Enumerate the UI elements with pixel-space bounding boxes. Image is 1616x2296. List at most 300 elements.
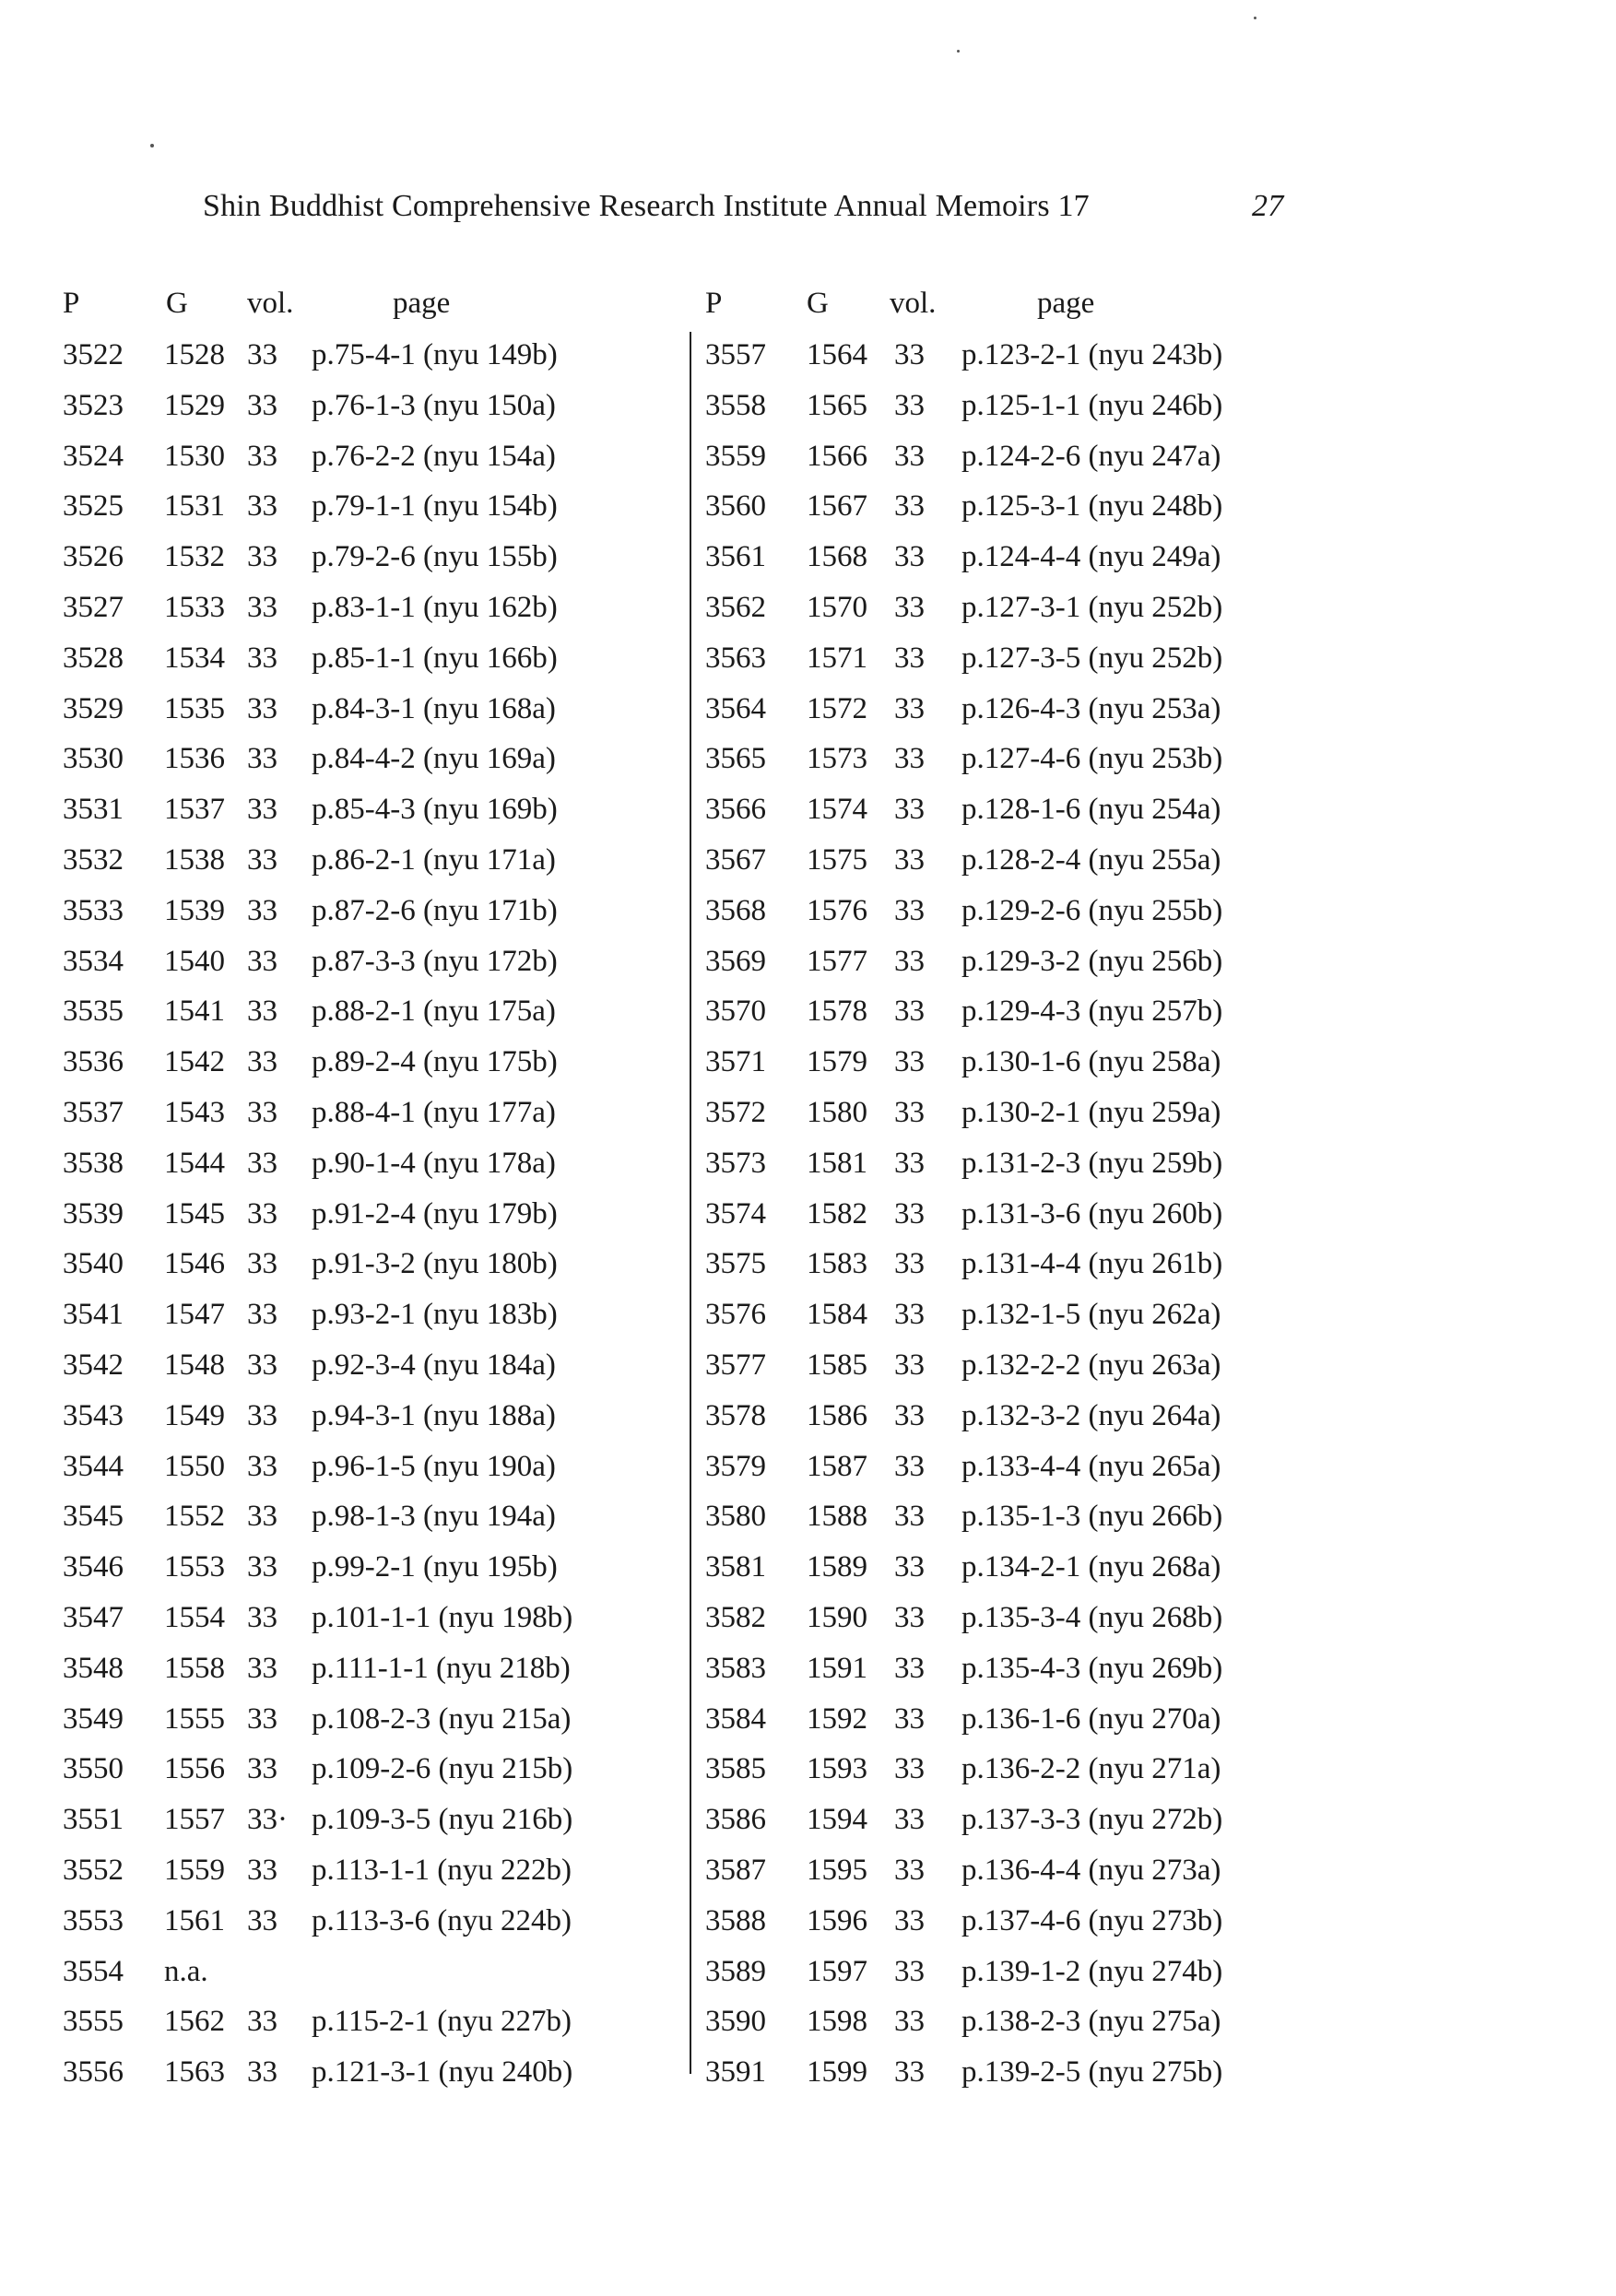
row-vol: 33 xyxy=(247,489,277,524)
row-page: p.99-2-1 (nyu 195b) xyxy=(312,1550,558,1584)
row-vol: 33 xyxy=(894,1701,925,1736)
row-g: n.a. xyxy=(164,1954,208,1988)
table-row xyxy=(705,1088,1314,1138)
table-row xyxy=(63,1795,653,1845)
left-column-table xyxy=(63,277,653,2098)
right-rows xyxy=(705,330,1314,2098)
row-p: 3544 xyxy=(63,1449,124,1483)
row-p: 3543 xyxy=(63,1398,124,1432)
header-p: P xyxy=(705,287,723,320)
row-vol: 33 xyxy=(894,590,925,624)
row-g: 1599 xyxy=(807,2055,867,2090)
row-page: p.101-1-1 (nyu 198b) xyxy=(312,1600,573,1634)
table-row xyxy=(705,1037,1314,1088)
row-p: 3526 xyxy=(63,540,124,574)
row-vol: 33· xyxy=(247,1803,288,1837)
row-p: 3576 xyxy=(705,1298,766,1332)
row-g: 1529 xyxy=(164,388,225,422)
header-p: P xyxy=(63,287,80,320)
table-row xyxy=(63,1694,653,1745)
row-g: 1567 xyxy=(807,489,867,524)
row-g: 1563 xyxy=(164,2055,225,2090)
table-row xyxy=(705,1947,1314,1997)
row-page: p.113-3-6 (nyu 224b) xyxy=(312,1903,572,1937)
row-g: 1591 xyxy=(807,1651,867,1685)
table-row xyxy=(63,431,653,482)
table-row xyxy=(63,1744,653,1795)
row-p: 3550 xyxy=(63,1752,124,1786)
right-column-table xyxy=(705,277,1314,2098)
row-vol: 33 xyxy=(247,388,277,422)
header-page: page xyxy=(393,287,451,320)
row-g: 1586 xyxy=(807,1398,867,1432)
table-row xyxy=(705,431,1314,482)
table-row xyxy=(63,532,653,583)
row-vol: 33 xyxy=(894,641,925,675)
table-row xyxy=(705,1239,1314,1289)
table-row xyxy=(705,583,1314,633)
row-g: 1570 xyxy=(807,590,867,624)
table-row xyxy=(63,936,653,987)
row-g: 1575 xyxy=(807,842,867,877)
row-page: p.131-3-6 (nyu 260b) xyxy=(961,1196,1223,1230)
row-page: p.86-2-1 (nyu 171a) xyxy=(312,842,556,877)
table-row xyxy=(705,1138,1314,1189)
table-row xyxy=(705,1442,1314,1492)
row-g: 1546 xyxy=(164,1247,225,1281)
row-vol: 33 xyxy=(247,1651,277,1685)
row-g: 1598 xyxy=(807,2005,867,2039)
row-vol: 33 xyxy=(894,893,925,927)
row-g: 1589 xyxy=(807,1550,867,1584)
row-g: 1587 xyxy=(807,1449,867,1483)
row-vol: 33 xyxy=(247,641,277,675)
table-row xyxy=(63,1947,653,1997)
row-p: 3524 xyxy=(63,439,124,473)
table-row xyxy=(705,1845,1314,1896)
row-p: 3556 xyxy=(63,2055,124,2090)
row-p: 3565 xyxy=(705,742,766,776)
row-p: 3586 xyxy=(705,1803,766,1837)
row-p: 3570 xyxy=(705,995,766,1029)
row-page: p.91-2-4 (nyu 179b) xyxy=(312,1196,558,1230)
row-page: p.84-4-2 (nyu 169a) xyxy=(312,742,556,776)
row-p: 3589 xyxy=(705,1954,766,1988)
row-g: 1588 xyxy=(807,1500,867,1534)
row-g: 1592 xyxy=(807,1701,867,1736)
row-g: 1541 xyxy=(164,995,225,1029)
table-row xyxy=(63,633,653,684)
row-page: p.85-1-1 (nyu 166b) xyxy=(312,641,558,675)
row-p: 3557 xyxy=(705,338,766,371)
row-vol: 33 xyxy=(247,1095,277,1129)
row-p: 3578 xyxy=(705,1398,766,1432)
row-page: p.75-4-1 (nyu 149b) xyxy=(312,338,558,371)
row-page: p.88-2-1 (nyu 175a) xyxy=(312,995,556,1029)
row-p: 3560 xyxy=(705,489,766,524)
row-p: 3577 xyxy=(705,1348,766,1382)
row-vol: 33 xyxy=(894,1903,925,1937)
row-page: p.109-2-6 (nyu 215b) xyxy=(312,1752,573,1786)
row-vol: 33 xyxy=(247,1600,277,1634)
page-number: 27 xyxy=(1252,189,1284,223)
table-row xyxy=(705,1189,1314,1240)
row-page: p.96-1-5 (nyu 190a) xyxy=(312,1449,556,1483)
row-p: 3552 xyxy=(63,1853,124,1887)
row-vol: 33 xyxy=(247,439,277,473)
row-g: 1556 xyxy=(164,1752,225,1786)
row-vol: 33 xyxy=(894,1651,925,1685)
table-row xyxy=(63,381,653,431)
row-page: p.137-4-6 (nyu 273b) xyxy=(961,1903,1223,1937)
row-vol: 33 xyxy=(247,590,277,624)
row-vol: 33 xyxy=(247,1752,277,1786)
table-row xyxy=(705,1795,1314,1845)
table-row xyxy=(705,1491,1314,1542)
row-g: 1528 xyxy=(164,338,225,371)
row-p: 3539 xyxy=(63,1196,124,1230)
row-vol: 33 xyxy=(894,1500,925,1534)
table-row xyxy=(63,886,653,936)
row-p: 3584 xyxy=(705,1701,766,1736)
row-page: p.87-2-6 (nyu 171b) xyxy=(312,893,558,927)
row-p: 3563 xyxy=(705,641,766,675)
table-row xyxy=(63,1896,653,1947)
row-p: 3591 xyxy=(705,2055,766,2090)
row-g: 1536 xyxy=(164,742,225,776)
row-page: p.98-1-3 (nyu 194a) xyxy=(312,1500,556,1534)
row-p: 3530 xyxy=(63,742,124,776)
table-row xyxy=(705,481,1314,532)
row-vol: 33 xyxy=(247,540,277,574)
row-vol: 33 xyxy=(247,1247,277,1281)
row-vol: 33 xyxy=(894,1954,925,1988)
row-g: 1574 xyxy=(807,793,867,827)
row-p: 3571 xyxy=(705,1045,766,1079)
row-page: p.136-2-2 (nyu 271a) xyxy=(961,1752,1221,1786)
row-page: p.127-3-5 (nyu 252b) xyxy=(961,641,1223,675)
row-vol: 33 xyxy=(894,2005,925,2039)
row-vol: 33 xyxy=(247,1398,277,1432)
row-g: 1578 xyxy=(807,995,867,1029)
row-p: 3585 xyxy=(705,1752,766,1786)
row-vol: 33 xyxy=(247,1298,277,1332)
row-page: p.92-3-4 (nyu 184a) xyxy=(312,1348,556,1382)
row-g: 1580 xyxy=(807,1095,867,1129)
row-page: p.126-4-3 (nyu 253a) xyxy=(961,691,1221,725)
table-row xyxy=(63,1138,653,1189)
row-vol: 33 xyxy=(247,1045,277,1079)
row-p: 3579 xyxy=(705,1449,766,1483)
row-page: p.79-2-6 (nyu 155b) xyxy=(312,540,558,574)
row-g: 1572 xyxy=(807,691,867,725)
row-g: 1579 xyxy=(807,1045,867,1079)
row-vol: 33 xyxy=(894,1196,925,1230)
row-vol: 33 xyxy=(894,1348,925,1382)
row-vol: 33 xyxy=(247,1500,277,1534)
table-row xyxy=(705,1593,1314,1643)
row-p: 3588 xyxy=(705,1903,766,1937)
row-vol: 33 xyxy=(894,2055,925,2090)
row-page: p.133-4-4 (nyu 265a) xyxy=(961,1449,1221,1483)
row-page: p.132-1-5 (nyu 262a) xyxy=(961,1298,1221,1332)
row-vol: 33 xyxy=(894,842,925,877)
row-g: 1533 xyxy=(164,590,225,624)
table-row xyxy=(705,532,1314,583)
row-g: 1548 xyxy=(164,1348,225,1382)
row-page: p.130-1-6 (nyu 258a) xyxy=(961,1045,1221,1079)
header-vol: vol. xyxy=(247,287,294,320)
row-page: p.138-2-3 (nyu 275a) xyxy=(961,2005,1221,2039)
row-g: 1596 xyxy=(807,1903,867,1937)
table-row xyxy=(63,1239,653,1289)
row-g: 1571 xyxy=(807,641,867,675)
table-row xyxy=(63,986,653,1037)
table-row xyxy=(63,684,653,735)
row-page: p.131-4-4 (nyu 261b) xyxy=(961,1247,1223,1281)
table-row xyxy=(63,1391,653,1442)
row-vol: 33 xyxy=(894,1803,925,1837)
row-p: 3547 xyxy=(63,1600,124,1634)
row-page: p.93-2-1 (nyu 183b) xyxy=(312,1298,558,1332)
row-g: 1555 xyxy=(164,1701,225,1736)
row-vol: 33 xyxy=(894,1449,925,1483)
row-vol: 33 xyxy=(247,1449,277,1483)
row-p: 3533 xyxy=(63,893,124,927)
row-vol: 33 xyxy=(894,691,925,725)
header-page: page xyxy=(1037,287,1095,320)
table-row xyxy=(63,784,653,835)
row-p: 3534 xyxy=(63,944,124,978)
row-g: 1537 xyxy=(164,793,225,827)
row-g: 1566 xyxy=(807,439,867,473)
row-p: 3529 xyxy=(63,691,124,725)
row-g: 1581 xyxy=(807,1146,867,1180)
row-page: p.76-1-3 (nyu 150a) xyxy=(312,388,556,422)
row-vol: 33 xyxy=(894,742,925,776)
table-row xyxy=(63,330,653,381)
table-row xyxy=(63,2047,653,2098)
scan-speck xyxy=(150,144,154,147)
row-page: p.79-1-1 (nyu 154b) xyxy=(312,489,558,524)
row-vol: 33 xyxy=(247,338,277,371)
table-row xyxy=(705,330,1314,381)
row-p: 3572 xyxy=(705,1095,766,1129)
table-row xyxy=(705,784,1314,835)
table-row xyxy=(705,734,1314,784)
row-page: p.129-2-6 (nyu 255b) xyxy=(961,893,1223,927)
row-p: 3573 xyxy=(705,1146,766,1180)
row-page: p.85-4-3 (nyu 169b) xyxy=(312,793,558,827)
row-g: 1559 xyxy=(164,1853,225,1887)
row-vol: 33 xyxy=(894,338,925,371)
row-vol: 33 xyxy=(894,388,925,422)
row-page: p.128-1-6 (nyu 254a) xyxy=(961,793,1221,827)
row-g: 1539 xyxy=(164,893,225,927)
row-vol: 33 xyxy=(894,793,925,827)
row-g: 1557 xyxy=(164,1803,225,1837)
row-page: p.115-2-1 (nyu 227b) xyxy=(312,2005,572,2039)
row-page: p.132-2-2 (nyu 263a) xyxy=(961,1348,1221,1382)
row-g: 1545 xyxy=(164,1196,225,1230)
row-p: 3551 xyxy=(63,1803,124,1837)
row-vol: 33 xyxy=(894,1398,925,1432)
row-g: 1564 xyxy=(807,338,867,371)
row-page: p.90-1-4 (nyu 178a) xyxy=(312,1146,556,1180)
row-g: 1543 xyxy=(164,1095,225,1129)
row-g: 1538 xyxy=(164,842,225,877)
row-g: 1565 xyxy=(807,388,867,422)
row-p: 3555 xyxy=(63,2005,124,2039)
row-vol: 33 xyxy=(247,1701,277,1736)
row-p: 3582 xyxy=(705,1600,766,1634)
table-row xyxy=(63,583,653,633)
row-g: 1552 xyxy=(164,1500,225,1534)
row-vol: 33 xyxy=(894,1247,925,1281)
row-page: p.137-3-3 (nyu 272b) xyxy=(961,1803,1223,1837)
row-page: p.139-1-2 (nyu 274b) xyxy=(961,1954,1223,1988)
row-p: 3559 xyxy=(705,439,766,473)
table-row xyxy=(705,1542,1314,1593)
table-row xyxy=(705,1289,1314,1340)
row-page: p.132-3-2 (nyu 264a) xyxy=(961,1398,1221,1432)
row-p: 3537 xyxy=(63,1095,124,1129)
row-page: p.91-3-2 (nyu 180b) xyxy=(312,1247,558,1281)
row-page: p.83-1-1 (nyu 162b) xyxy=(312,590,558,624)
table-row xyxy=(705,936,1314,987)
row-vol: 33 xyxy=(247,1196,277,1230)
header-g: G xyxy=(166,287,188,320)
table-row xyxy=(705,1744,1314,1795)
row-p: 3536 xyxy=(63,1045,124,1079)
row-page: p.124-4-4 (nyu 249a) xyxy=(961,540,1221,574)
row-p: 3538 xyxy=(63,1146,124,1180)
row-g: 1532 xyxy=(164,540,225,574)
row-page: p.125-1-1 (nyu 246b) xyxy=(961,388,1223,422)
row-page: p.136-1-6 (nyu 270a) xyxy=(961,1701,1221,1736)
column-divider xyxy=(690,332,691,2074)
row-g: 1568 xyxy=(807,540,867,574)
table-row xyxy=(63,1593,653,1643)
table-row xyxy=(705,1340,1314,1391)
table-row xyxy=(63,1996,653,2047)
row-vol: 33 xyxy=(894,1298,925,1332)
row-p: 3540 xyxy=(63,1247,124,1281)
row-vol: 33 xyxy=(894,1550,925,1584)
table-row xyxy=(705,1694,1314,1745)
row-vol: 33 xyxy=(894,439,925,473)
row-page: p.130-2-1 (nyu 259a) xyxy=(961,1095,1221,1129)
table-row xyxy=(63,1643,653,1694)
row-page: p.128-2-4 (nyu 255a) xyxy=(961,842,1221,877)
row-p: 3580 xyxy=(705,1500,766,1534)
row-page: p.129-4-3 (nyu 257b) xyxy=(961,995,1223,1029)
table-row xyxy=(63,1289,653,1340)
row-p: 3568 xyxy=(705,893,766,927)
row-page: p.129-3-2 (nyu 256b) xyxy=(961,944,1223,978)
row-page: p.135-3-4 (nyu 268b) xyxy=(961,1600,1223,1634)
row-g: 1553 xyxy=(164,1550,225,1584)
row-p: 3545 xyxy=(63,1500,124,1534)
row-g: 1582 xyxy=(807,1196,867,1230)
row-g: 1584 xyxy=(807,1298,867,1332)
table-row xyxy=(705,835,1314,886)
row-page: p.124-2-6 (nyu 247a) xyxy=(961,439,1221,473)
row-vol: 33 xyxy=(894,995,925,1029)
table-row xyxy=(705,986,1314,1037)
row-vol: 33 xyxy=(247,893,277,927)
row-g: 1561 xyxy=(164,1903,225,1937)
row-g: 1535 xyxy=(164,691,225,725)
table-row xyxy=(705,1996,1314,2047)
table-row xyxy=(63,481,653,532)
table-row xyxy=(705,886,1314,936)
row-p: 3564 xyxy=(705,691,766,725)
row-p: 3522 xyxy=(63,338,124,371)
row-vol: 33 xyxy=(894,1045,925,1079)
row-page: p.134-2-1 (nyu 268a) xyxy=(961,1550,1221,1584)
row-p: 3553 xyxy=(63,1903,124,1937)
header-vol: vol. xyxy=(890,287,937,320)
table-row xyxy=(63,1442,653,1492)
row-vol: 33 xyxy=(894,944,925,978)
row-p: 3581 xyxy=(705,1550,766,1584)
row-p: 3587 xyxy=(705,1853,766,1887)
row-vol: 33 xyxy=(247,691,277,725)
row-p: 3562 xyxy=(705,590,766,624)
row-page: p.76-2-2 (nyu 154a) xyxy=(312,439,556,473)
table-row xyxy=(705,1896,1314,1947)
row-p: 3525 xyxy=(63,489,124,524)
row-vol: 33 xyxy=(247,1550,277,1584)
table-row xyxy=(63,1340,653,1391)
table-row xyxy=(705,1643,1314,1694)
row-g: 1593 xyxy=(807,1752,867,1786)
row-page: p.135-4-3 (nyu 269b) xyxy=(961,1651,1223,1685)
row-p: 3575 xyxy=(705,1247,766,1281)
table-row xyxy=(63,1542,653,1593)
row-vol: 33 xyxy=(894,1853,925,1887)
column-header-row xyxy=(63,277,653,330)
row-page: p.89-2-4 (nyu 175b) xyxy=(312,1045,558,1079)
row-vol: 33 xyxy=(894,1146,925,1180)
header-g: G xyxy=(807,287,829,320)
row-g: 1531 xyxy=(164,489,225,524)
row-vol: 33 xyxy=(247,2005,277,2039)
row-page: p.111-1-1 (nyu 218b) xyxy=(312,1651,571,1685)
row-page: p.125-3-1 (nyu 248b) xyxy=(961,489,1223,524)
row-page: p.139-2-5 (nyu 275b) xyxy=(961,2055,1223,2090)
row-g: 1534 xyxy=(164,641,225,675)
row-page: p.94-3-1 (nyu 188a) xyxy=(312,1398,556,1432)
row-g: 1540 xyxy=(164,944,225,978)
table-row xyxy=(705,381,1314,431)
row-p: 3527 xyxy=(63,590,124,624)
row-g: 1558 xyxy=(164,1651,225,1685)
row-g: 1549 xyxy=(164,1398,225,1432)
table-row xyxy=(63,1189,653,1240)
row-vol: 33 xyxy=(894,540,925,574)
row-vol: 33 xyxy=(247,793,277,827)
row-g: 1573 xyxy=(807,742,867,776)
row-g: 1562 xyxy=(164,2005,225,2039)
left-rows xyxy=(63,330,653,2098)
row-vol: 33 xyxy=(247,1348,277,1382)
row-p: 3528 xyxy=(63,641,124,675)
row-p: 3583 xyxy=(705,1651,766,1685)
running-title: Shin Buddhist Comprehensive Research Institute Annual Memoirs 17 xyxy=(203,189,1090,223)
row-page: p.121-3-1 (nyu 240b) xyxy=(312,2055,573,2090)
